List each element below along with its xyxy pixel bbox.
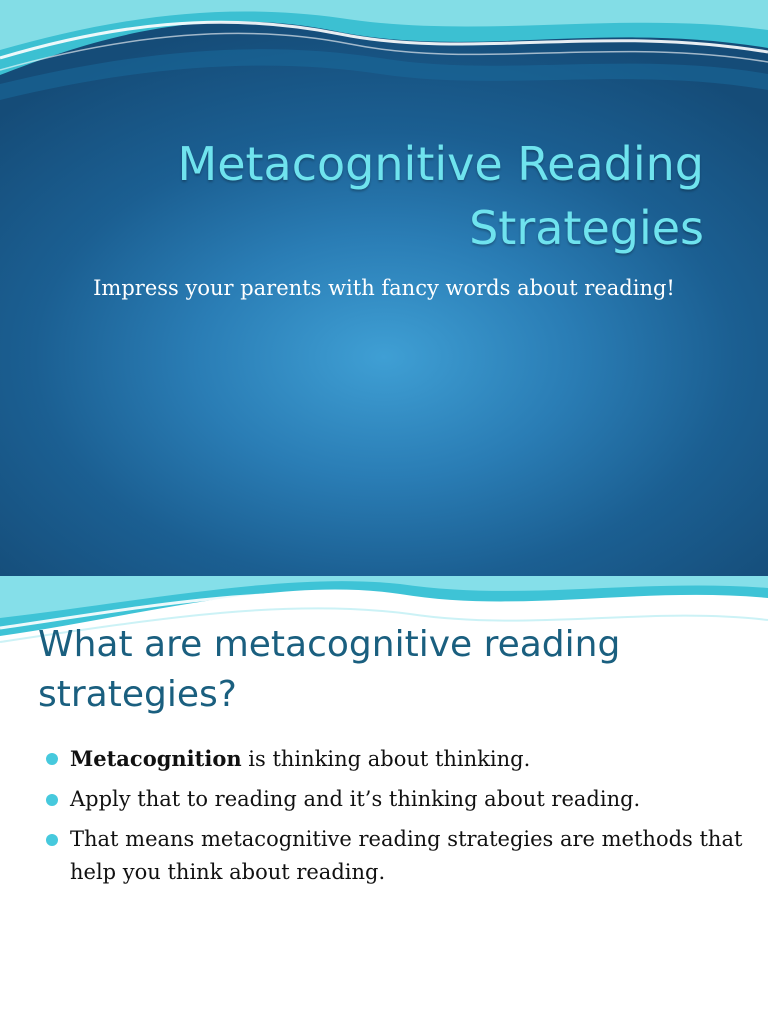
list-item bbox=[46, 783, 746, 816]
bullet-list bbox=[46, 742, 746, 896]
bold-term: Metacognition bbox=[70, 746, 242, 771]
title-line-1: Metacognitive Reading bbox=[177, 137, 704, 191]
content-slide bbox=[0, 576, 768, 1024]
bullet-icon bbox=[46, 753, 58, 765]
title-line-2: Strategies bbox=[469, 201, 704, 255]
slide-title bbox=[24, 132, 704, 260]
bullet-icon bbox=[46, 794, 58, 806]
list-item bbox=[46, 742, 746, 776]
list-item-text: That means metacognitive reading strategies are methods that help you think about reading. bbox=[70, 827, 743, 884]
bullet-icon bbox=[46, 834, 58, 846]
slide-title: What are metacognitive reading strategies? bbox=[38, 624, 621, 715]
list-item-text: Apply that to reading and it’s thinking about reading. bbox=[70, 787, 641, 811]
list-item-text: is thinking about thinking. bbox=[241, 747, 531, 771]
list-item bbox=[46, 823, 746, 889]
slide-subtitle: Impress your parents with fancy words about reading! bbox=[93, 276, 675, 300]
